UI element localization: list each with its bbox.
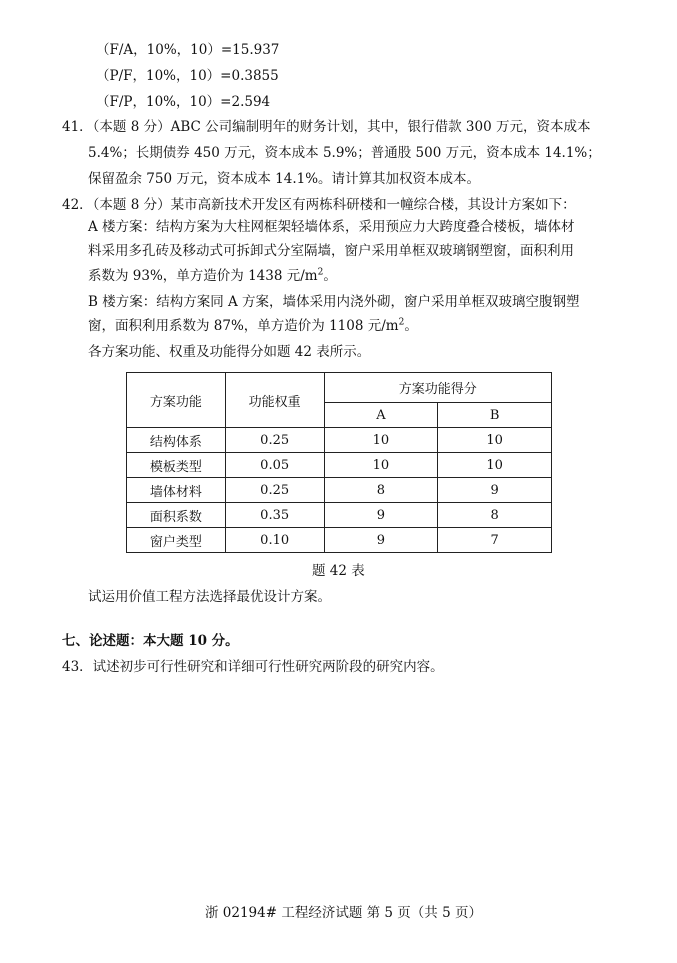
row-score-b: 7 (438, 528, 552, 553)
squared-superscript: 2 (398, 317, 405, 328)
q42-task: 试运用价值工程方法选择最优设计方案。 (88, 589, 331, 605)
q42-table-intro: 各方案功能、权重及功能得分如题 42 表所示。 (88, 344, 371, 360)
row-weight: 0.25 (225, 428, 324, 453)
header-scheme-a: A (324, 403, 438, 428)
factor-pf: （P/F，10%，10）=0.3855 (96, 68, 279, 84)
table-caption: 题 42 表 (312, 563, 365, 579)
row-function: 模板类型 (127, 453, 226, 478)
q42-a-line1: A 楼方案：结构方案为大柱网框架轻墙体系，采用预应力大跨度叠合楼板，墙体材 (88, 219, 575, 235)
table-header-row (127, 373, 552, 403)
row-score-a: 10 (324, 453, 438, 478)
header-function: 方案功能 (127, 373, 226, 428)
factor-fp: （F/P，10%，10）=2.594 (96, 94, 271, 110)
table-row (127, 478, 552, 503)
row-score-b: 10 (438, 428, 552, 453)
row-function: 面积系数 (127, 503, 226, 528)
q42-b-line2-end: 。 (404, 318, 418, 334)
row-score-b: 9 (438, 478, 552, 503)
row-weight: 0.05 (225, 453, 324, 478)
row-weight: 0.25 (225, 478, 324, 503)
row-score-a: 9 (324, 503, 438, 528)
q42-a-line3-end: 。 (323, 268, 337, 284)
row-weight: 0.10 (225, 528, 324, 553)
q41-line3: 保留盈余 750 万元，资本成本 14.1%。请计算其加权资本成本。 (88, 171, 481, 187)
q42-intro: 42．（本题 8 分）某市高新技术开发区有两栋科研楼和一幢综合楼，其设计方案如下： (62, 197, 576, 213)
table-row (127, 528, 552, 553)
row-score-a: 10 (324, 428, 438, 453)
row-function: 窗户类型 (127, 528, 226, 553)
row-score-b: 8 (438, 503, 552, 528)
q42-b-line1: B 楼方案：结构方案同 A 方案，墙体采用内浇外砌，窗户采用单框双玻璃空腹钢塑 (88, 294, 580, 310)
table-row (127, 428, 552, 453)
row-score-b: 10 (438, 453, 552, 478)
squared-superscript: 2 (317, 267, 324, 278)
row-function: 结构体系 (127, 428, 226, 453)
q42-a-line3 (88, 266, 337, 286)
header-scheme-b: B (438, 403, 552, 428)
section-heading: 七、论述题：本大题 10 分。 (62, 633, 239, 649)
q41-line1: 41．（本题 8 分）ABC 公司编制明年的财务计划，其中，银行借款 300 万元，资本成本 (62, 119, 591, 135)
q42-a-line3-text: 系数为 93%，单方造价为 1438 元/m (88, 268, 318, 284)
q41-line2: 5.4%；长期债券 450 万元，资本成本 5.9%；普通股 500 万元，资本成本 14.1%； (88, 145, 601, 161)
q42-b-line2-text: 窗，面积利用系数为 87%，单方造价为 1108 元/m (88, 318, 399, 334)
row-score-a: 8 (324, 478, 438, 503)
q42-a-line2: 料采用多孔砖及移动式可拆卸式分室隔墙，窗户采用单框双玻璃钢塑窗，面积利用 (88, 243, 574, 259)
header-scores: 方案功能得分 (324, 373, 551, 403)
table-row (127, 503, 552, 528)
row-weight: 0.35 (225, 503, 324, 528)
q43-text: 43．试述初步可行性研究和详细可行性研究两阶段的研究内容。 (62, 659, 444, 675)
function-score-table (126, 372, 552, 553)
row-function: 墙体材料 (127, 478, 226, 503)
table-row (127, 453, 552, 478)
q42-b-line2 (88, 316, 418, 336)
factor-fa: （F/A，10%，10）=15.937 (96, 42, 280, 58)
header-weight: 功能权重 (225, 373, 324, 428)
page-footer: 浙 02194# 工程经济试题 第 5 页（共 5 页） (205, 905, 482, 921)
row-score-a: 9 (324, 528, 438, 553)
